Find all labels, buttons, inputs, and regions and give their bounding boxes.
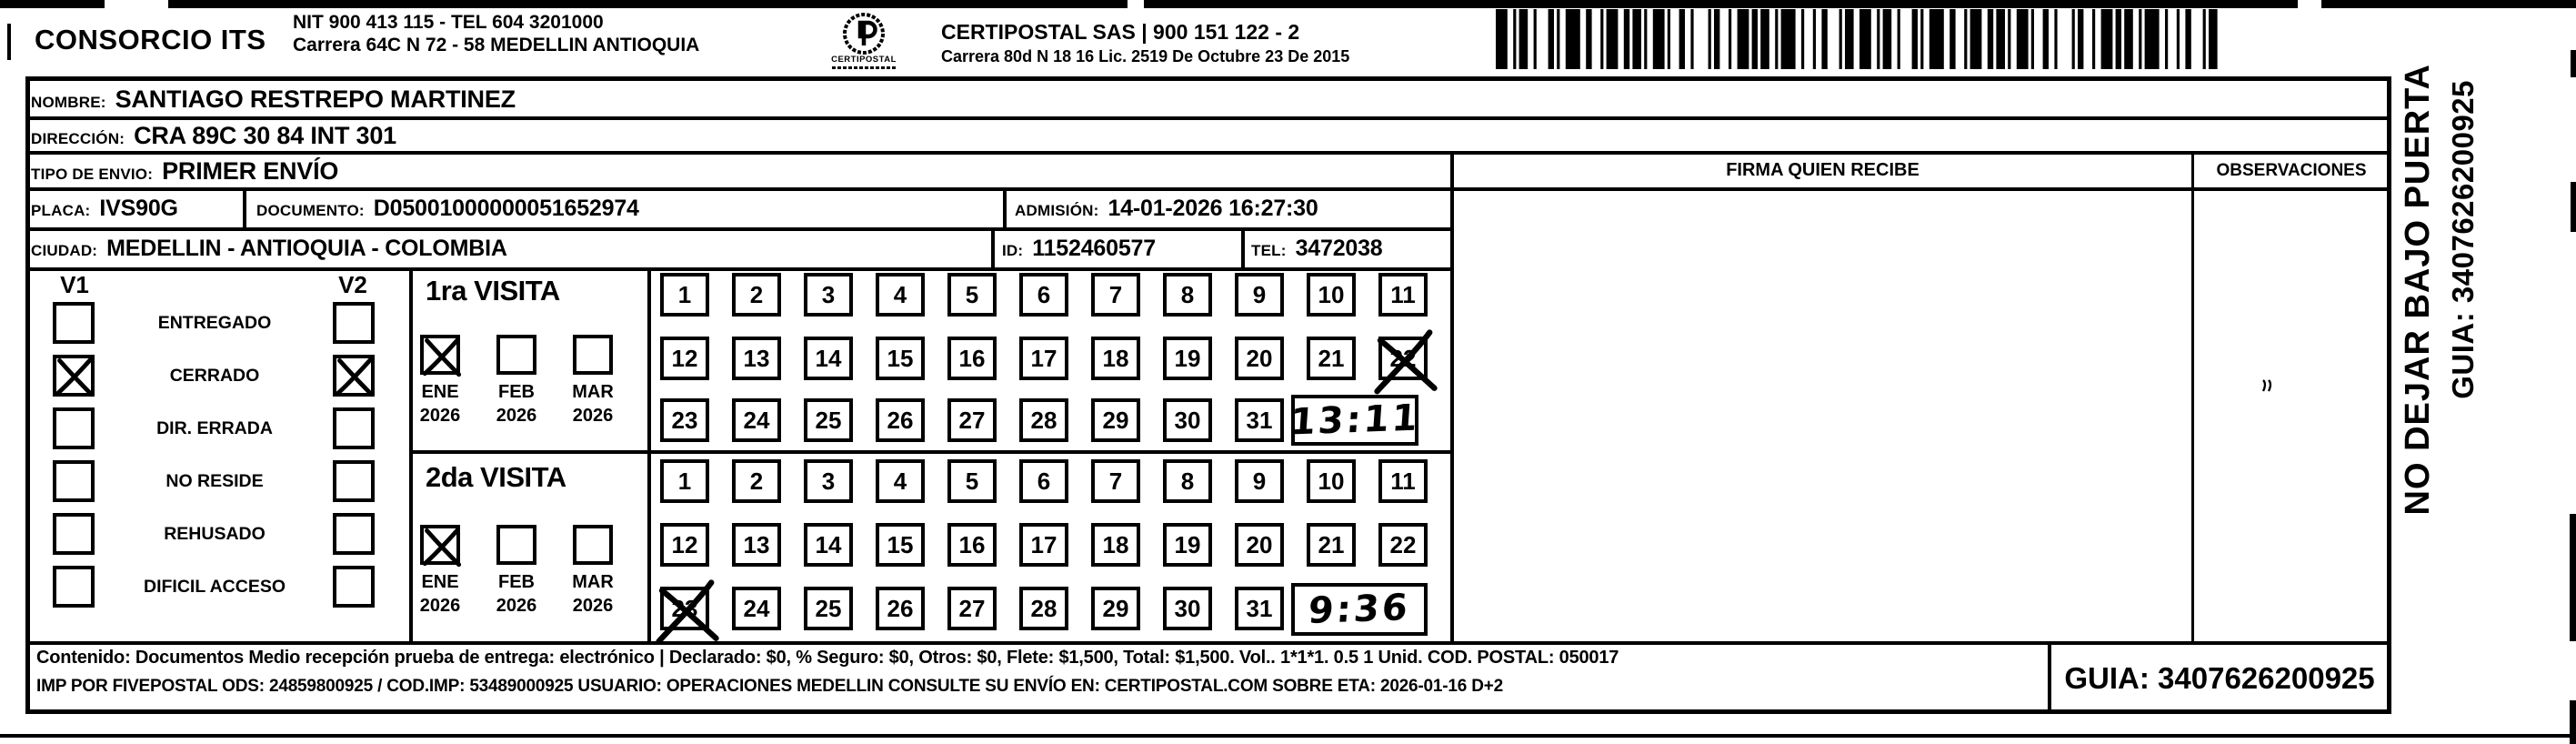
day-cell: 31 [1235,398,1284,442]
right-edge-mark [2570,700,2576,744]
ciudad-cell [31,236,507,262]
day-cell: 14 [804,337,853,380]
day-cell: 28 [1019,587,1068,630]
day-cell: 2 [732,273,781,317]
day-cell: 2 [732,459,781,503]
status-checkbox-v2 [333,302,375,344]
divider [25,187,2391,191]
month-checkbox [496,525,536,565]
handwritten-time-box [1291,583,1428,636]
documento-value: D05001000000051652974 [373,196,639,221]
company-nit-line: NIT 900 413 115 - TEL 604 3201000 [293,12,604,33]
tipo-envio-value: PRIMER ENVÍO [162,157,339,185]
day-cell: 24 [732,398,781,442]
month-checkbox [420,525,460,565]
barcode-image [1496,9,2228,69]
certipostal-logo-icon [823,11,905,78]
firma-header: FIRMA QUIEN RECIBE [1726,160,1919,180]
month-label: FEB [498,382,535,402]
company-address-line: Carrera 64C N 72 - 58 MEDELLIN ANTIOQUIA [293,35,700,55]
day-cell: 6 [1019,273,1068,317]
placa-label: PLACA: [31,202,91,219]
status-checkbox-v2 [333,513,375,555]
status-checkbox-v2 [333,407,375,449]
guia-number-box: GUIA: 3407626200925 [2064,661,2375,695]
day-cell: 15 [876,337,925,380]
day-cell: 20 [1235,523,1284,567]
day-cell: 26 [876,398,925,442]
month-label: ENE [421,382,459,402]
day-cell: 22 [1378,523,1428,567]
documento-cell [256,196,639,222]
v2-header: V2 [338,271,367,298]
tel-cell [1251,236,1383,262]
month-year: 2026 [496,406,537,426]
company-name: CONSORCIO ITS [35,24,266,55]
day-cell: 18 [1091,523,1140,567]
status-checkbox-v2 [333,566,375,608]
day-cell: 8 [1163,273,1212,317]
day-cell: 30 [1163,398,1212,442]
right-edge-mark [2571,182,2576,232]
divider [2191,151,2194,645]
v1-header: V1 [60,271,89,298]
day-cell: 3 [804,273,853,317]
handwritten-time: 9:36 [1307,587,1412,632]
month-label: MAR [572,382,614,402]
month-year: 2026 [419,406,461,426]
day-cell: 5 [947,273,997,317]
day-cell: 7 [1091,459,1140,503]
month-year: 2026 [572,596,614,616]
top-edge-bar [0,0,2576,8]
month-checkbox [573,335,613,375]
status-option-label: NO RESIDE [165,471,264,491]
day-cell: 25 [804,398,853,442]
status-option-label: DIFICIL ACCESO [143,577,286,597]
day-cell: 25 [804,587,853,630]
day-cell: 7 [1091,273,1140,317]
nombre-value: SANTIAGO RESTREPO MARTINEZ [115,85,516,113]
day-cell: 26 [876,587,925,630]
side-warning-text: NO DEJAR BAJO PUERTA [2399,64,2437,516]
day-cell: 28 [1019,398,1068,442]
direccion-label: DIRECCIÓN: [31,130,125,147]
status-option-label: DIR. ERRADA [156,418,273,438]
month-label: ENE [421,572,459,592]
day-cell: 4 [876,459,925,503]
divider [991,227,995,271]
day-cell: 29 [1091,398,1140,442]
day-cell: 20 [1235,337,1284,380]
day-cell: 11 [1378,459,1428,503]
divider [25,227,1454,231]
day-cell: 22 [1378,337,1428,380]
id-label: ID: [1002,242,1024,259]
visit-1-section [411,267,1454,450]
day-cell: 30 [1163,587,1212,630]
day-cell: 31 [1235,587,1284,630]
month-year: 2026 [496,596,537,616]
bottom-edge-line [0,734,2576,738]
divider [1003,187,1007,231]
day-cell: 16 [947,337,997,380]
observaciones-header: OBSERVACIONES [2216,161,2367,180]
carrier-address-line: Carrera 80d N 18 16 Lic. 2519 De Octubre 23 De 2015 [941,47,1350,65]
admision-cell [1015,196,1318,222]
day-cell: 19 [1163,337,1212,380]
day-cell: 21 [1307,523,1356,567]
day-cell: 17 [1019,337,1068,380]
day-cell: 23 [660,398,709,442]
nombre-row [31,85,516,114]
month-year: 2026 [419,596,461,616]
divider [243,187,246,231]
tel-value: 3472038 [1295,236,1383,261]
day-cell: 29 [1091,587,1140,630]
status-checkbox-v1 [53,460,95,502]
placa-cell [31,196,178,222]
visit-title: 2da VISITA [426,461,566,493]
day-cell: 15 [876,523,925,567]
day-cell: 19 [1163,523,1212,567]
status-option-label: ENTREGADO [157,313,272,333]
placa-value: IVS90G [99,196,178,221]
day-cell: 9 [1235,273,1284,317]
id-cell [1002,236,1156,262]
status-checkbox-v1 [53,566,95,608]
id-value: 1152460577 [1032,236,1156,261]
day-cell: 4 [876,273,925,317]
divider [25,151,2391,155]
month-label: FEB [498,572,535,592]
day-cell: 13 [732,337,781,380]
ciudad-value: MEDELLIN - ANTIOQUIA - COLOMBIA [106,236,507,261]
admision-label: ADMISIÓN: [1015,202,1099,219]
visit-title: 1ra VISITA [426,275,560,307]
day-cell: 14 [804,523,853,567]
admision-value: 14-01-2026 16:27:30 [1108,196,1318,221]
pen-mark [2260,378,2273,393]
month-checkbox [420,335,460,375]
tipo-envio-row [31,157,338,186]
day-cell: 12 [660,337,709,380]
footer-content-line: Contenido: Documentos Medio recepción prueba de entrega: electrónico | Declarado: $0, % Seguro: $0, Otros: $0, Flete: $1,500, Total: $1,500. Vol.. 1*1*1. 0.5 1 Unid. COD. POSTAL: 050017 [36,648,1619,668]
right-edge-mark [2571,50,2576,77]
status-checkbox-v2 [333,460,375,502]
direccion-value: CRA 89C 30 84 INT 301 [134,122,396,149]
day-cell: 21 [1307,337,1356,380]
status-checkbox-v1 [53,355,95,397]
day-cell: 27 [947,587,997,630]
divider [25,116,2391,120]
day-cell: 18 [1091,337,1140,380]
ciudad-label: CIUDAD: [31,242,98,259]
day-cell: 1 [660,273,709,317]
logo-text: CERTIPOSTAL [831,55,897,65]
footer-imp-line: IMP POR FIVEPOSTAL ODS: 24859800925 / COD.IMP: 53489000925 USUARIO: OPERACIONES MEDELLIN CONSULTE SU ENVÍO EN: CERTIPOSTAL.COM SOBRE ETA: 2026-01-16 D+2 [36,677,1503,696]
day-cell: 1 [660,459,709,503]
day-cell: 12 [660,523,709,567]
day-cell: 5 [947,459,997,503]
status-checkbox-v1 [53,513,95,555]
day-cell: 13 [732,523,781,567]
right-edge-mark [2570,514,2576,641]
documento-label: DOCUMENTO: [256,202,365,219]
day-cell: 8 [1163,459,1212,503]
day-cell: 10 [1307,273,1356,317]
status-checkbox-v2 [333,355,375,397]
visit-2-section [411,450,1454,645]
handwritten-time-box [1288,395,1422,446]
nombre-label: NOMBRE: [31,94,106,111]
status-panel [25,267,411,641]
tipo-envio-label: TIPO DE ENVIO: [31,166,154,183]
status-checkbox-v1 [53,407,95,449]
month-checkbox [496,335,536,375]
status-checkbox-v1 [53,302,95,344]
status-option-label: CERRADO [169,366,260,386]
month-checkbox [573,525,613,565]
handwritten-time: 13:11 [1288,397,1422,444]
direccion-row [31,122,396,150]
day-cell: 9 [1235,459,1284,503]
day-cell: 17 [1019,523,1068,567]
company-contact-block [293,11,699,56]
left-edge-mark [7,24,11,60]
day-cell: 24 [732,587,781,630]
status-option-label: REHUSADO [164,524,266,544]
day-cell: 10 [1307,459,1356,503]
day-cell: 3 [804,459,853,503]
divider [1241,227,1245,271]
day-cell: 16 [947,523,997,567]
side-guia-text: GUIA: 3407626200925 [2446,80,2480,399]
day-cell: 23 [660,587,709,630]
day-cell: 6 [1019,459,1068,503]
carrier-name-line: CERTIPOSTAL SAS | 900 151 122 - 2 [941,20,1300,44]
day-cell: 11 [1378,273,1428,317]
day-cell: 27 [947,398,997,442]
logo-tagline-mark [832,66,896,69]
month-label: MAR [572,572,614,592]
month-year: 2026 [572,406,614,426]
tel-label: TEL: [1251,242,1287,259]
